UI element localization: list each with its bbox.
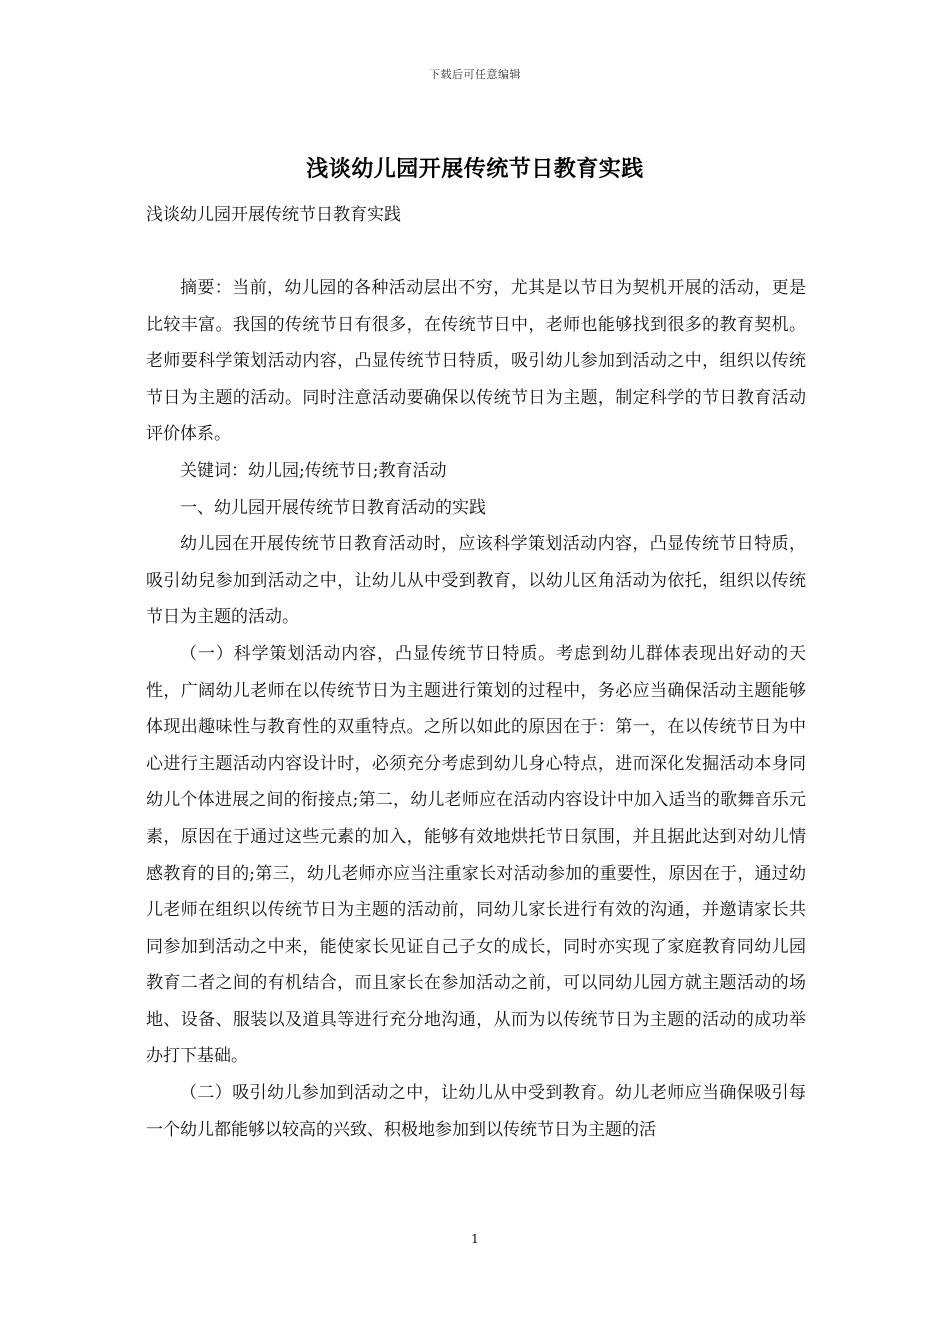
body-paragraph: （二）吸引幼儿参加到活动之中，让幼儿从中受到教育。幼儿老师应当确保吸引每一个幼儿都能够以较高的兴致、积极地参加到以传统节日为主题的活 xyxy=(146,1083,806,1140)
page-header: 下载后可任意编辑 xyxy=(429,68,521,81)
document-title: 浅谈幼儿园开展传统节日教育实践 xyxy=(306,156,644,182)
body-paragraph: 幼儿园在开展传统节日教育活动时，应该科学策划活动内容，凸显传统节日特质，吸引幼兒参加到活动之中，让幼儿从中受到教育，以幼儿区角活动为依托，组织以传统节日为主题的活动。 xyxy=(146,534,806,628)
document-subtitle: 浅谈幼儿园开展传统节日教育实践 xyxy=(146,205,401,225)
body-paragraph: （一）科学策划活动内容，凸显传统节日特质。考虑到幼儿群体表现出好动的天性，广阔幼儿老师在以传统节日为主题进行策划的过程中，务必应当确保活动主题能够体现出趣味性与教育性的双重特点。之所以如此的原因在于：第一，在以传统节日为中心进行主题活动内容设计时，必须充分考虑到幼儿身心特点，进而深化发掘活动本身同幼儿个体进展之间的衔接点;第二，幼儿老师应在活动内容设计中加入适当的歌舞音乐元素，原因在于通过这些元素的加入，能够有效地烘托节日氛围，并且据此达到对幼儿情感教育的目的;第三，幼儿老师亦应当注重家长对活动参加的重要性，原因在于，通过幼儿老师在组织以传统节日为主题的活动前，同幼儿家长进行有效的沟通，并邀请家长共同参加到活动之中来，能使家长见证自己子女的成长，同时亦实现了家庭教育同幼儿园教育二者之间的有机结合，而且家长在参加活动之前，可以同幼儿园方就主题活动的场地、设备、服装以及道具等进行充分地沟通，从而为以传统节日为主题的活动的成功举办打下基础。 xyxy=(146,643,806,1067)
abstract-paragraph: 摘要：当前，幼儿园的各种活动层出不穷，尤其是以节日为契机开展的活动，更是比较丰富。我国的传统节日有很多，在传统节日中，老师也能够找到很多的教育契机。老师要科学策划活动内容，凸显传统节日特质，吸引幼儿参加到活动之中，组织以传统节日为主题的活动。同时注意活动要确保以传统节日为主题，制定科学的节日教育活动评价体系。 xyxy=(146,278,806,445)
keywords-paragraph: 关键词：幼儿园;传统节日;教育活动 xyxy=(180,460,447,481)
page-number: 1 xyxy=(471,1232,479,1246)
document-body xyxy=(146,270,806,1148)
section-heading: 一、幼儿园开展传统节日教育活动的实践 xyxy=(180,497,486,518)
